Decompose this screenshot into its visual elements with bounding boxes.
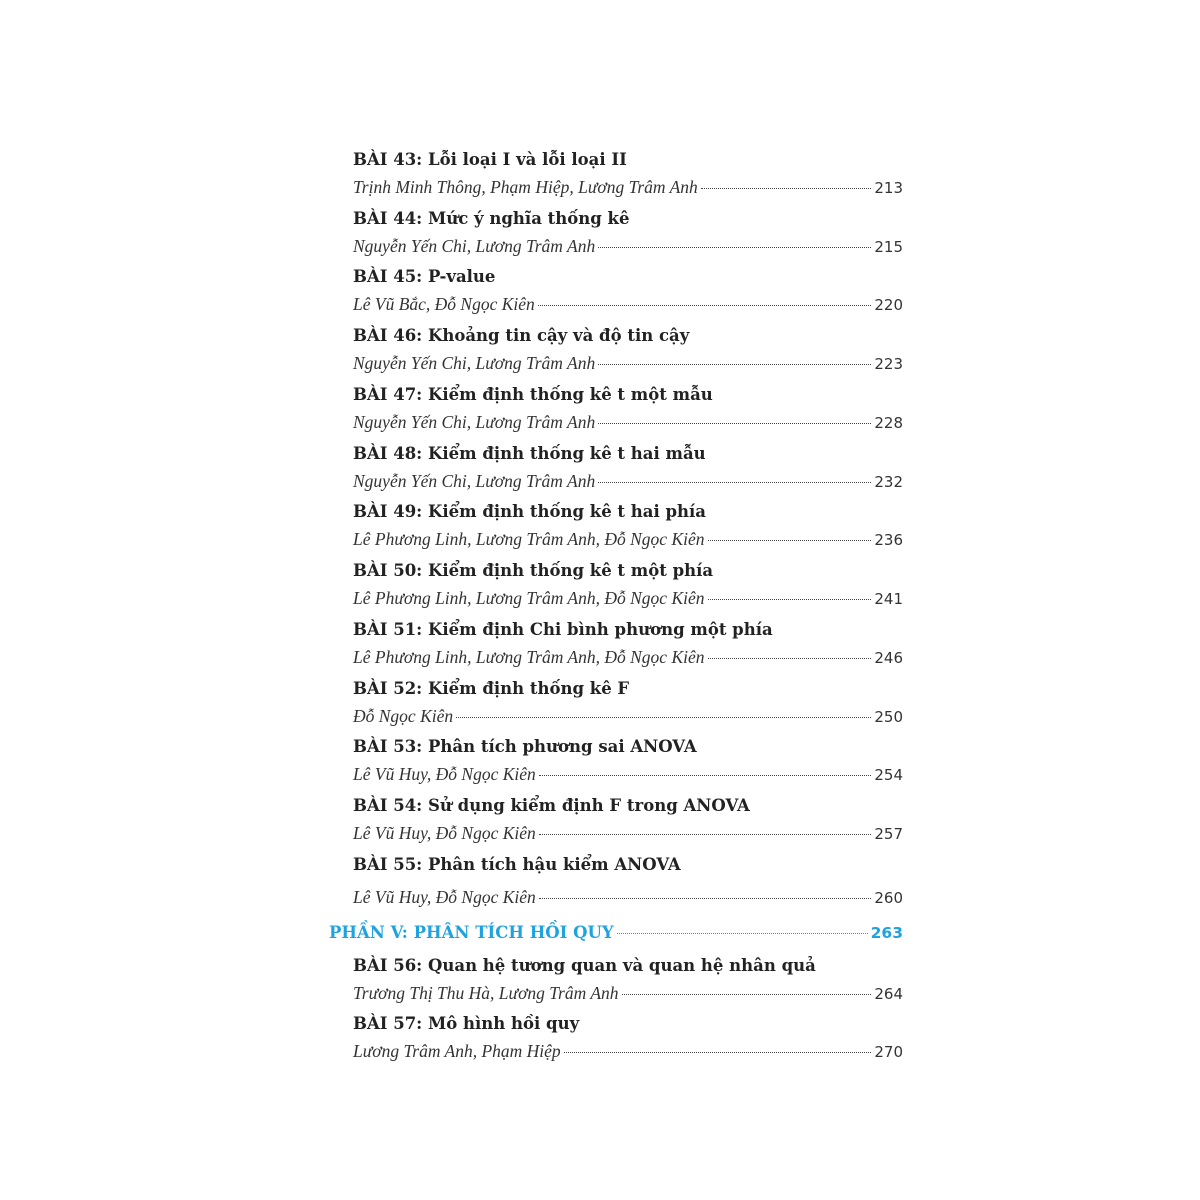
dot-leader <box>708 599 872 600</box>
toc-entry <box>353 736 903 785</box>
dot-leader <box>538 305 872 306</box>
page-number: 213 <box>874 179 903 197</box>
lesson-byline <box>353 705 903 727</box>
lesson-title: BÀI 52: Kiểm định thống kê F <box>353 679 630 698</box>
dot-leader <box>539 834 872 835</box>
page-number: 228 <box>874 414 903 432</box>
toc-entry <box>353 443 903 492</box>
lesson-authors: Trịnh Minh Thông, Phạm Hiệp, Lương Trâm Anh <box>353 177 698 197</box>
toc-entry <box>353 384 903 433</box>
page-number: 260 <box>874 889 903 907</box>
lesson-title: BÀI 53: Phân tích phương sai ANOVA <box>353 737 697 756</box>
lesson-authors: Lê Vũ Bắc, Đỗ Ngọc Kiên <box>353 294 535 314</box>
lesson-title: BÀI 49: Kiểm định thống kê t hai phía <box>353 502 706 521</box>
toc-entry <box>353 208 903 257</box>
dot-leader <box>598 423 871 424</box>
dot-leader <box>701 188 872 189</box>
page-number: 263 <box>870 924 903 942</box>
dot-leader <box>598 247 871 248</box>
lesson-title: BÀI 56: Quan hệ tương quan và quan hệ nhân quả <box>353 956 816 975</box>
lesson-title: BÀI 54: Sử dụng kiểm định F trong ANOVA <box>353 796 750 815</box>
page-number: 220 <box>874 296 903 314</box>
page-number: 246 <box>874 649 903 667</box>
dot-leader <box>598 482 871 483</box>
dot-leader <box>456 717 871 718</box>
lesson-title: BÀI 43: Lỗi loại I và lỗi loại II <box>353 150 627 169</box>
lesson-byline <box>353 293 903 315</box>
toc-entry <box>353 854 903 908</box>
lesson-title: BÀI 51: Kiểm định Chi bình phương một phía <box>353 620 773 639</box>
part-title: PHẦN V: PHÂN TÍCH HỒI QUY <box>329 923 614 942</box>
page-number: 270 <box>874 1043 903 1061</box>
dot-leader <box>539 775 872 776</box>
lesson-byline <box>353 470 903 492</box>
lesson-byline <box>353 982 903 1004</box>
lesson-title: BÀI 45: P-value <box>353 267 496 286</box>
page-number: 257 <box>874 825 903 843</box>
page-number: 236 <box>874 531 903 549</box>
part-heading <box>329 922 903 944</box>
page-number: 241 <box>874 590 903 608</box>
lesson-authors: Lê Phương Linh, Lương Trâm Anh, Đỗ Ngọc Kiên <box>353 529 705 549</box>
page-number: 223 <box>874 355 903 373</box>
dot-leader <box>622 994 872 995</box>
dot-leader <box>708 658 872 659</box>
dot-leader <box>708 540 872 541</box>
toc-entry <box>353 795 903 844</box>
dot-leader <box>539 898 872 899</box>
lesson-byline <box>353 528 903 550</box>
lesson-authors: Lê Vũ Huy, Đỗ Ngọc Kiên <box>353 887 536 907</box>
toc-entry <box>353 325 903 374</box>
toc-entry <box>353 955 903 1004</box>
lesson-title: BÀI 46: Khoảng tin cậy và độ tin cậy <box>353 326 690 345</box>
page-number: 264 <box>874 985 903 1003</box>
lesson-title: BÀI 44: Mức ý nghĩa thống kê <box>353 209 630 228</box>
page-number: 254 <box>874 766 903 784</box>
lesson-byline <box>353 352 903 374</box>
lesson-title: BÀI 48: Kiểm định thống kê t hai mẫu <box>353 444 706 463</box>
lesson-authors: Lê Vũ Huy, Đỗ Ngọc Kiên <box>353 764 536 784</box>
lesson-byline <box>353 763 903 785</box>
toc-entry <box>353 266 903 315</box>
lesson-authors: Nguyễn Yến Chi, Lương Trâm Anh <box>353 353 596 373</box>
toc-entry <box>353 560 903 609</box>
page-number: 215 <box>874 238 903 256</box>
lesson-authors: Lê Vũ Huy, Đỗ Ngọc Kiên <box>353 823 536 843</box>
dot-leader <box>617 933 868 934</box>
page-number: 232 <box>874 473 903 491</box>
lesson-byline <box>353 411 903 433</box>
lesson-authors: Lê Phương Linh, Lương Trâm Anh, Đỗ Ngọc Kiên <box>353 647 705 667</box>
toc-entry <box>353 1013 903 1062</box>
lesson-title: BÀI 55: Phân tích hậu kiểm ANOVA <box>353 855 681 874</box>
lesson-byline <box>353 822 903 844</box>
lesson-title: BÀI 47: Kiểm định thống kê t một mẫu <box>353 385 713 404</box>
dot-leader <box>564 1052 872 1053</box>
lesson-authors: Nguyễn Yến Chi, Lương Trâm Anh <box>353 471 596 491</box>
lesson-authors: Lương Trâm Anh, Phạm Hiệp <box>353 1041 561 1061</box>
lesson-byline <box>353 1040 903 1062</box>
toc-entry <box>353 501 903 550</box>
dot-leader <box>598 364 871 365</box>
page-number: 250 <box>874 708 903 726</box>
lesson-byline <box>353 176 903 198</box>
toc-entry <box>353 678 903 727</box>
lesson-authors: Đỗ Ngọc Kiên <box>353 706 454 726</box>
toc-entry <box>353 619 903 668</box>
lesson-byline <box>353 235 903 257</box>
lesson-byline <box>353 587 903 609</box>
lesson-authors: Lê Phương Linh, Lương Trâm Anh, Đỗ Ngọc Kiên <box>353 588 705 608</box>
toc-entry <box>353 149 903 198</box>
lesson-authors: Nguyễn Yến Chi, Lương Trâm Anh <box>353 412 596 432</box>
lesson-byline <box>353 886 903 908</box>
lesson-title: BÀI 57: Mô hình hồi quy <box>353 1014 580 1033</box>
lesson-byline <box>353 646 903 668</box>
lesson-authors: Nguyễn Yến Chi, Lương Trâm Anh <box>353 236 596 256</box>
lesson-authors: Trương Thị Thu Hà, Lương Trâm Anh <box>353 983 619 1003</box>
lesson-title: BÀI 50: Kiểm định thống kê t một phía <box>353 561 714 580</box>
